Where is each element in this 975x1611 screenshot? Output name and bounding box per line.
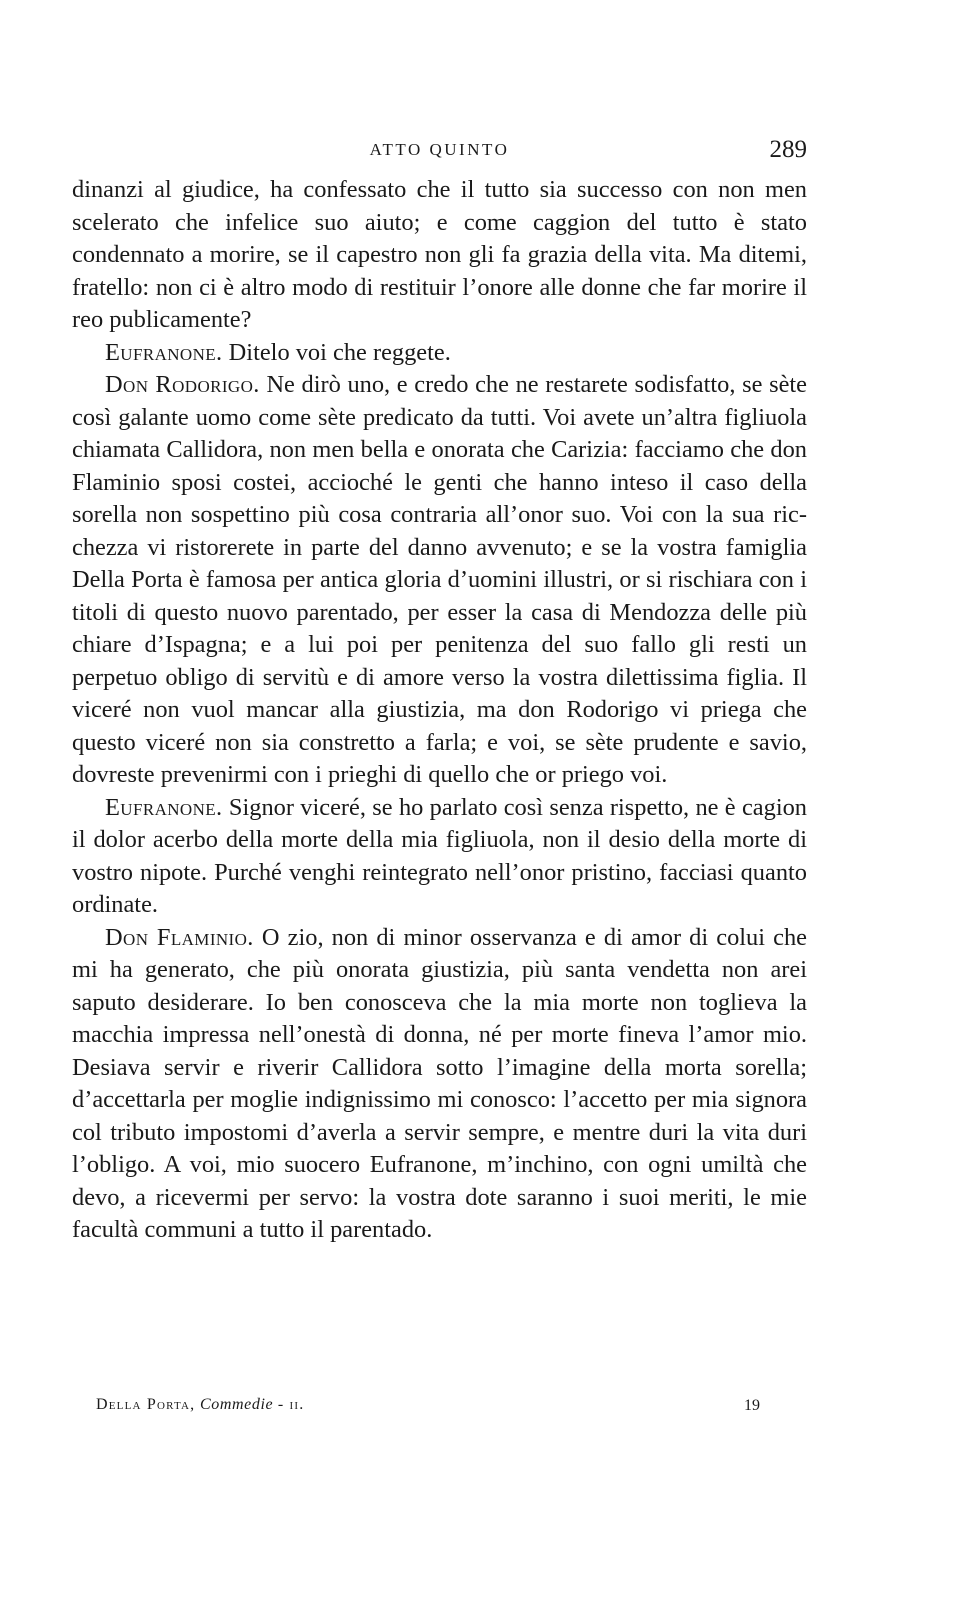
- speaker-name: Eufranone.: [105, 338, 223, 366]
- speech-text: Ditelo voi che reggete.: [228, 338, 451, 366]
- signature-work: Commedie: [199, 1396, 274, 1413]
- speech-text: Signor viceré, se ho parlato così senza rispetto, ne è cagion il dolor acerbo della morte della mia figliuola, non il desio della morte di vostro nipote. Purché venghi reintegrato nell’onor pristino, facciasi quanto ordinate.: [72, 793, 807, 918]
- body-text: [72, 174, 807, 1247]
- running-title: ATTO QUINTO: [369, 140, 510, 159]
- running-head: [72, 130, 807, 174]
- signature-line: [96, 1396, 304, 1414]
- speech-don-rodorigo: [72, 369, 807, 792]
- footer: [96, 1396, 760, 1424]
- signature-author: Della Porta,: [96, 1396, 196, 1413]
- signature-volume: - ii.: [277, 1396, 305, 1413]
- paragraph-continuation: [72, 174, 807, 337]
- speech-eufranone: [72, 792, 807, 922]
- speaker-name: Eufranone.: [105, 793, 223, 821]
- speech-text: O zio, non di minor osservanza e di amor di colui che mi ha generato, che più onorata giustizia, più santa vendetta non arei saputo desiderare. Io ben conosceva che la mia morte non toglieva la macchia impressa nell’onestà di donna, né per morte fineva l’amor mio. Desiava servir e riverir Callidora sotto l’imagine della morta sorella; d’accettarla per moglie indignissimo mi conosco: l’accetto per mia signora col tributo impostomi d’averla a servir sempre, e mentre duri la vita duri l’obligo. A voi, mio suocero Eufranone, m’inchino, con ogni umiltà che devo, a ricevermi per servo: la vostra dote saranno i suoi meriti, le mie facultà communi a tutto il parentado.: [72, 923, 807, 1243]
- speaker-name: Don Flaminio.: [105, 923, 254, 951]
- speech-eufranone: [72, 337, 807, 370]
- speech-don-flaminio: [72, 922, 807, 1247]
- sheet-number: 19: [744, 1397, 760, 1414]
- speech-text: Ne dirò uno, e credo che ne restarete sodisfatto, se sète così galante uomo come sète predicato da tutti. Voi avete un’altra figliuola chiamata Callidora, non men bella e onorata che Carizia: facciamo che don Flaminio sposi costei, accioché le genti che hanno inteso il caso della sorella non sospettino più cosa contraria all’onor suo. Voi con la sua ricchezza vi ristorerete in parte del danno avvenuto; e se la vostra famiglia Della Porta è famosa per antica gloria d’uomini illustri, or si rischiara con i titoli di questo nuovo parentado, per esser la casa di Mendozza delle più chiare d’Ispagna; e a lui poi per penitenza del suo fallo gli resti un perpetuo obligo di servitù e di amore verso la vostra dilettissima figlia. Il viceré non vuol mancar alla giustizia, ma don Rodorigo vi priega che questo viceré non sia constretto a farla; e voi, se sète prudente e savio, dovreste prevenirmi con i prieghi di quello che or priego voi.: [72, 371, 807, 788]
- page: [72, 130, 807, 1247]
- speaker-name: Don Rodorigo.: [105, 371, 260, 398]
- paragraph-text: dinanzi al giudice, ha confessato che il tutto sia successo con non men scelerato che infelice suo aiuto; e come caggion del tutto è stato condennato a morire, se il capestro non gli fa grazia della vita. Ma ditemi, fratello: non ci è altro modo di restituir l’onore alle donne che far morire il reo publicamente?: [72, 176, 807, 333]
- page-number: 289: [769, 136, 807, 163]
